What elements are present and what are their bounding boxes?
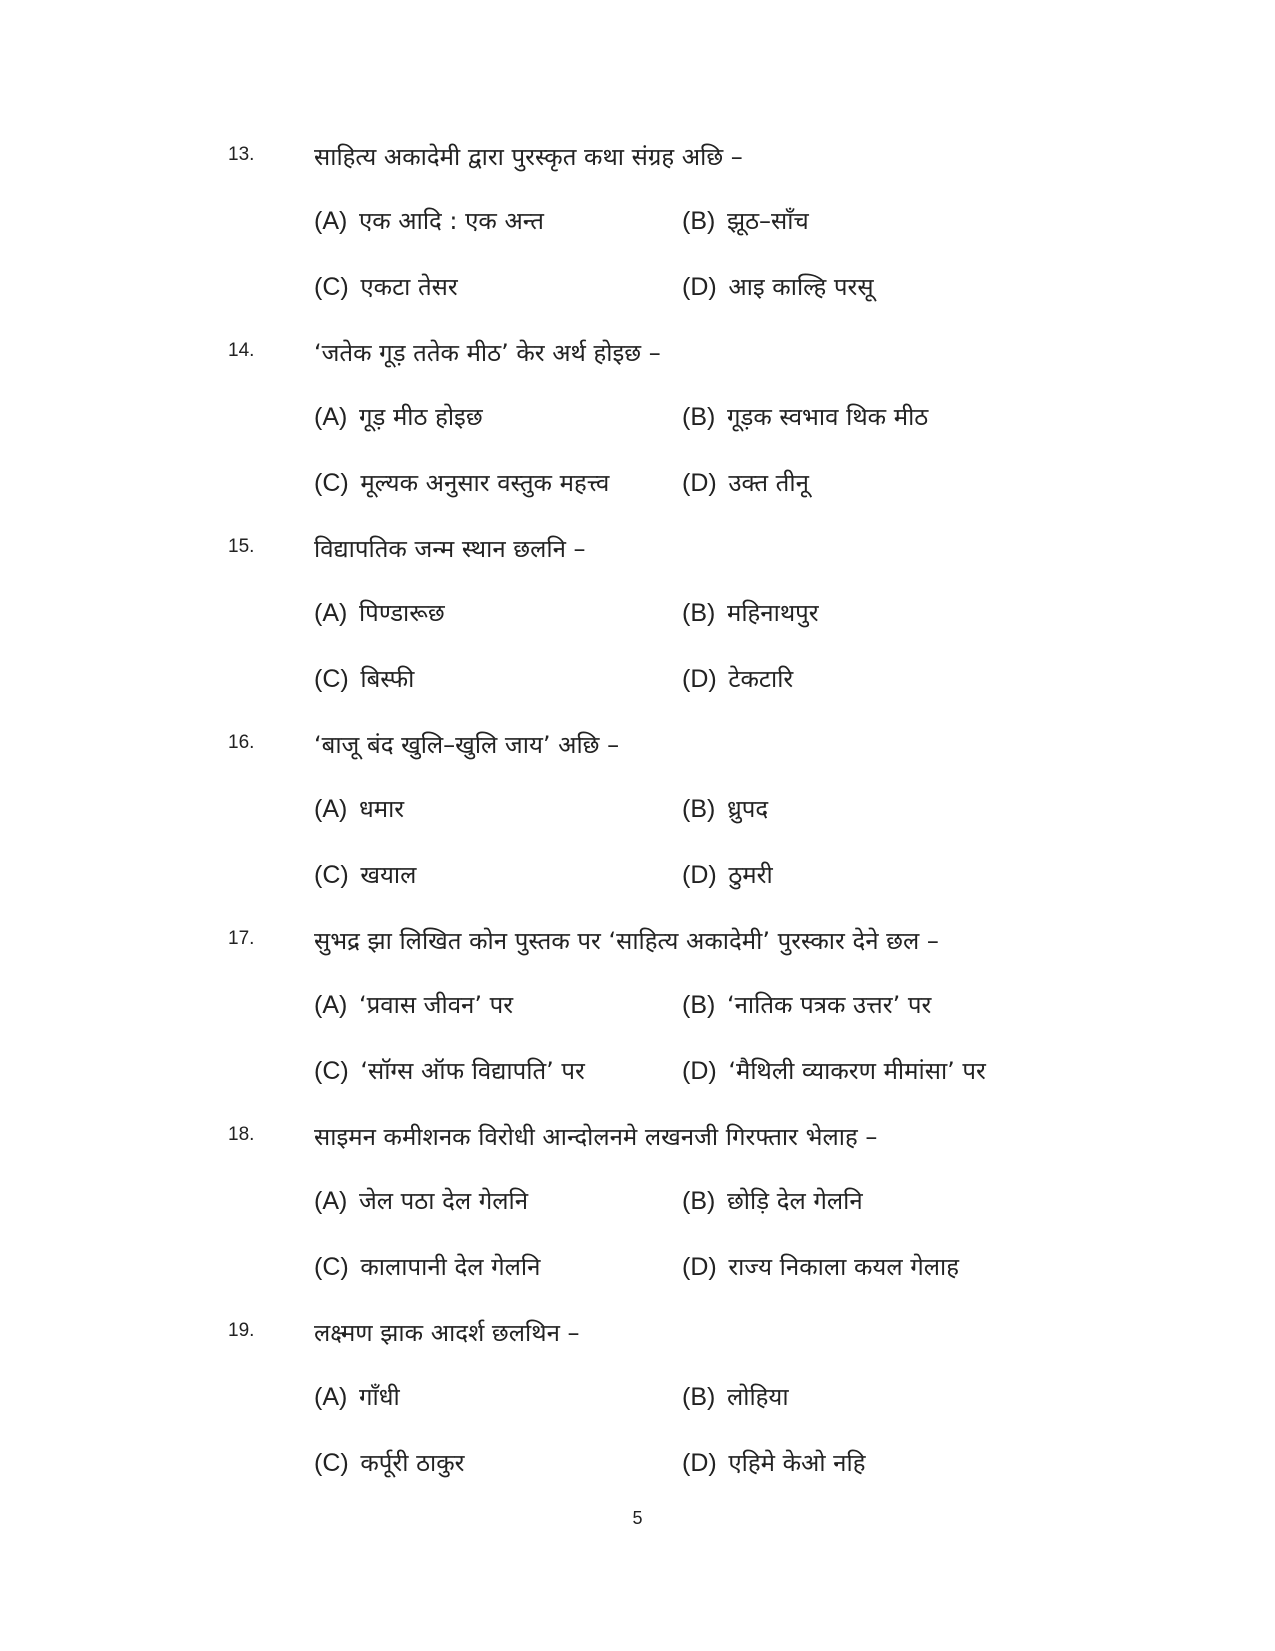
option-b <box>682 1380 789 1413</box>
option-b <box>682 988 931 1021</box>
option-d <box>682 1446 865 1479</box>
question-number: 18. <box>228 1124 255 1145</box>
option-label: (A) <box>314 991 348 1019</box>
question-text: ‘जतेक गूड़ ततेक मीठ’ केर अर्थ होइछ – <box>314 339 661 367</box>
option-b <box>682 596 819 629</box>
option-text: एहिमे केओ नहि <box>728 1449 866 1477</box>
option-label: (C) <box>314 861 349 889</box>
question-number: 13. <box>228 144 255 165</box>
option-d <box>682 662 793 695</box>
question-number: 14. <box>228 340 255 361</box>
option-text: लोहिया <box>726 1383 789 1411</box>
option-d <box>682 1250 959 1283</box>
option-a <box>314 988 513 1021</box>
option-text: आइ काल्हि परसू <box>728 273 874 301</box>
option-text: मूल्यक अनुसार वस्तुक महत्त्व <box>360 469 610 497</box>
option-text: धमार <box>358 795 405 823</box>
option-label: (D) <box>682 469 717 497</box>
option-text: पिण्डारूछ <box>358 599 445 627</box>
question-number: 16. <box>228 732 255 753</box>
option-text: ध्रुपद <box>726 795 769 823</box>
option-b <box>682 792 768 825</box>
option-label: (D) <box>682 273 717 301</box>
question-number: 15. <box>228 536 255 557</box>
option-text: ठुमरी <box>728 861 773 889</box>
option-text: गूड़ मीठ होइछ <box>358 403 483 431</box>
option-b <box>682 400 928 433</box>
option-text: एकटा तेसर <box>360 273 458 301</box>
option-label: (A) <box>314 795 348 823</box>
option-text: झूठ–साँच <box>726 207 809 235</box>
question-text: ‘बाजू बंद खुलि–खुलि जाय’ अछि – <box>314 731 620 759</box>
question-text: साहित्य अकादेमी द्वारा पुरस्कृत कथा संग्रह अछि – <box>314 143 743 171</box>
option-label: (B) <box>682 599 716 627</box>
option-label: (A) <box>314 403 348 431</box>
option-label: (A) <box>314 1187 348 1215</box>
option-c <box>314 270 458 303</box>
option-label: (B) <box>682 1187 716 1215</box>
option-d <box>682 466 809 499</box>
option-text: बिस्फी <box>360 665 415 693</box>
option-a <box>314 792 404 825</box>
question-number: 17. <box>228 928 255 949</box>
option-text: महिनाथपुर <box>726 599 819 627</box>
option-label: (A) <box>314 599 348 627</box>
option-text: टेकटारि <box>728 665 794 693</box>
option-b <box>682 204 809 237</box>
question-text: साइमन कमीशनक विरोधी आन्दोलनमे लखनजी गिरफ्तार भेलाह – <box>314 1123 878 1151</box>
option-c <box>314 858 416 891</box>
option-label: (C) <box>314 469 349 497</box>
option-label: (C) <box>314 273 349 301</box>
option-text: ‘मैथिली व्याकरण मीमांसा’ पर <box>728 1057 986 1085</box>
option-label: (A) <box>314 207 348 235</box>
option-label: (B) <box>682 991 716 1019</box>
option-b <box>682 1184 863 1217</box>
page-number: 5 <box>632 1508 643 1528</box>
option-c <box>314 1446 465 1479</box>
option-label: (B) <box>682 795 716 823</box>
option-text: छोड़ि देल गेलनि <box>726 1187 863 1215</box>
option-text: राज्य निकाला कयल गेलाह <box>728 1253 959 1281</box>
option-c <box>314 1250 540 1283</box>
option-text: खयाल <box>360 861 417 889</box>
option-text: कालापानी देल गेलनि <box>360 1253 541 1281</box>
option-text: जेल पठा देल गेलनि <box>358 1187 529 1215</box>
question-text: लक्ष्मण झाक आदर्श छलथिन – <box>314 1319 580 1347</box>
option-c <box>314 466 609 499</box>
option-text: कर्पूरी ठाकुर <box>360 1449 465 1477</box>
option-text: एक आदि : एक अन्त <box>358 207 544 235</box>
question-number: 19. <box>228 1320 255 1341</box>
option-a <box>314 1380 400 1413</box>
option-label: (D) <box>682 665 717 693</box>
option-label: (D) <box>682 1253 717 1281</box>
option-a <box>314 204 544 237</box>
option-text: ‘नातिक पत्रक उत्तर’ पर <box>726 991 932 1019</box>
option-label: (C) <box>314 1057 349 1085</box>
option-d <box>682 858 773 891</box>
option-a <box>314 596 445 629</box>
option-text: ‘सॉग्स ऑफ विद्यापति’ पर <box>360 1057 585 1085</box>
option-label: (B) <box>682 207 716 235</box>
option-c <box>314 1054 585 1087</box>
option-label: (D) <box>682 1057 717 1085</box>
option-text: उक्त तीनू <box>728 469 809 497</box>
option-label: (D) <box>682 861 717 889</box>
option-text: गूड़क स्वभाव थिक मीठ <box>726 403 929 431</box>
question-text: सुभद्र झा लिखित कोन पुस्तक पर ‘साहित्य अकादेमी’ पुरस्कार देने छल – <box>314 927 939 955</box>
option-text: गाँधी <box>358 1383 400 1411</box>
option-label: (B) <box>682 1383 716 1411</box>
option-text: ‘प्रवास जीवन’ पर <box>358 991 514 1019</box>
option-label: (C) <box>314 665 349 693</box>
option-d <box>682 270 874 303</box>
option-d <box>682 1054 986 1087</box>
option-label: (B) <box>682 403 716 431</box>
option-label: (D) <box>682 1449 717 1477</box>
option-a <box>314 400 483 433</box>
option-label: (C) <box>314 1449 349 1477</box>
option-label: (C) <box>314 1253 349 1281</box>
question-text: विद्यापतिक जन्म स्थान छलनि – <box>314 535 586 563</box>
option-label: (A) <box>314 1383 348 1411</box>
option-a <box>314 1184 528 1217</box>
option-c <box>314 662 414 695</box>
